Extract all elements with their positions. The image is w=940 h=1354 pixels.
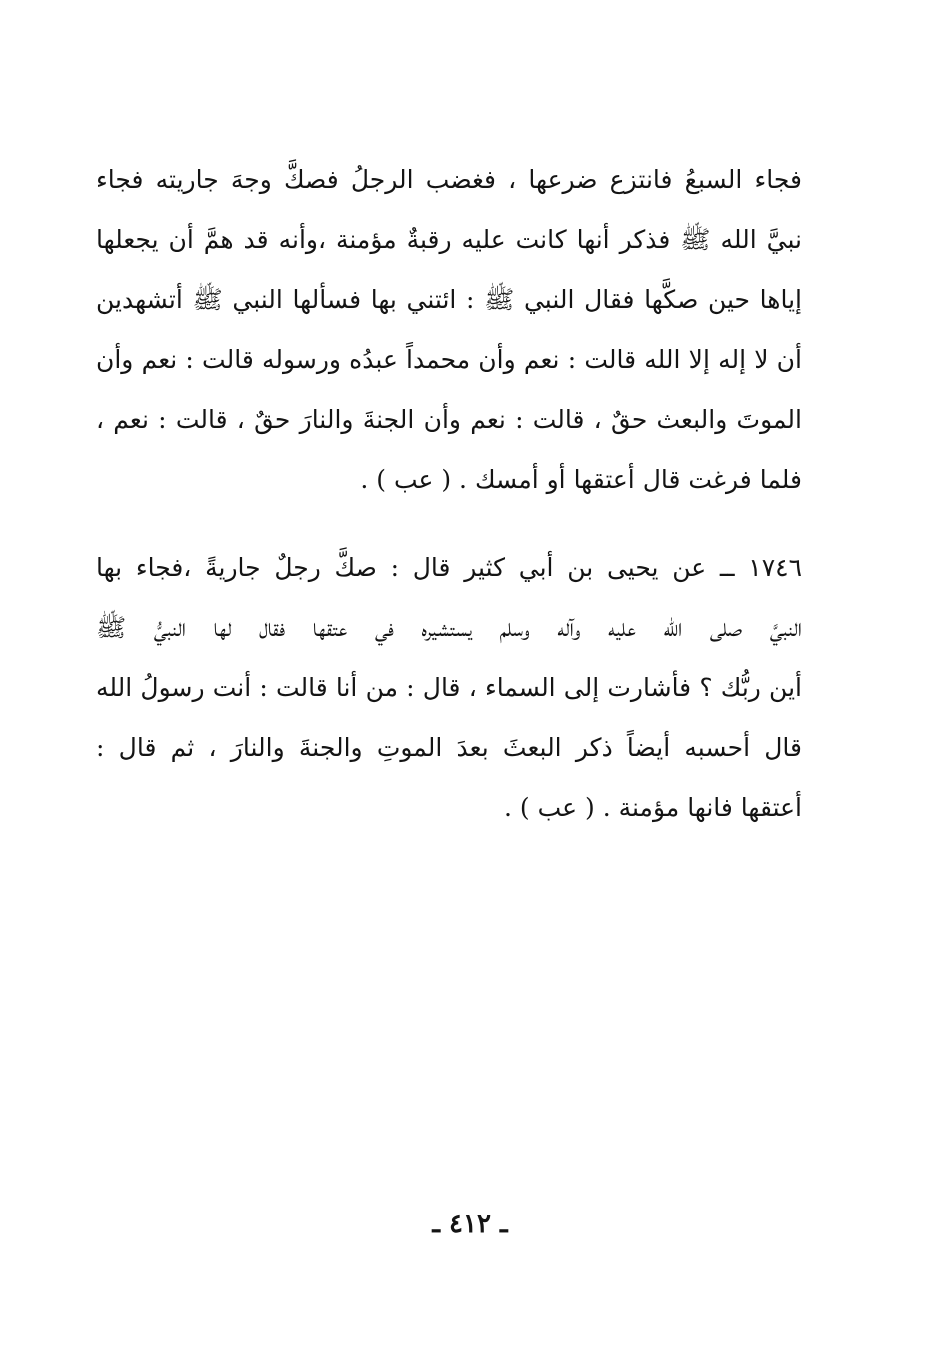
text-line: أين ربُّك ؟ فأشارت إلى السماء ، قال : من أنا قالت : أنت رسولُ الله	[96, 673, 802, 702]
text-line: أن لا إله إلا الله قالت : نعم وأن محمداً عبدُه ورسوله قالت : نعم وأن	[96, 345, 802, 374]
text-line: النبيَّ صلى الله عليه وآله وسلم يستشيره في عتقها فقال لها النبيُّ ﷺ	[96, 613, 802, 642]
text-line: نبيَّ الله ﷺ فذكر أنها كانت عليه رقبةٌ مؤمنة ،وأنه قد همَّ أن يجعلها	[96, 225, 802, 254]
text-line: قال أحسبه أيضاً ذكر البعثَ بعدَ الموتِ والجنةَ والنارَ ، ثم قال :	[96, 733, 802, 762]
page-number: ـ ٤١٢ ـ	[432, 1209, 508, 1239]
paragraph-hadith-continuation	[96, 150, 802, 510]
paragraph-hadith-1746	[96, 538, 802, 838]
text-line: ١٧٤٦ ــ عن يحيى بن أبي كثير قال : صكَّ رجلٌ جاريةً ،فجاء بها	[96, 553, 802, 582]
text-line: أعتقها فانها مؤمنة . ( عب ) .	[504, 793, 802, 822]
text-line: الموتَ والبعث حقٌ ، قالت : نعم وأن الجنةَ والنارَ حقٌ ، قالت : نعم ،	[96, 405, 802, 434]
text-line: فلما فرغت قال أعتقها أو أمسك . ( عب ) .	[360, 465, 802, 494]
text-line: فجاء السبعُ فانتزع ضرعها ، فغضب الرجلُ فصكَّ وجهَ جاريته فجاء	[96, 165, 802, 194]
text-line: إياها حين صكَّها فقال النبي ﷺ : ائتني بها فسألها النبي ﷺ أتشهدين	[96, 285, 802, 314]
